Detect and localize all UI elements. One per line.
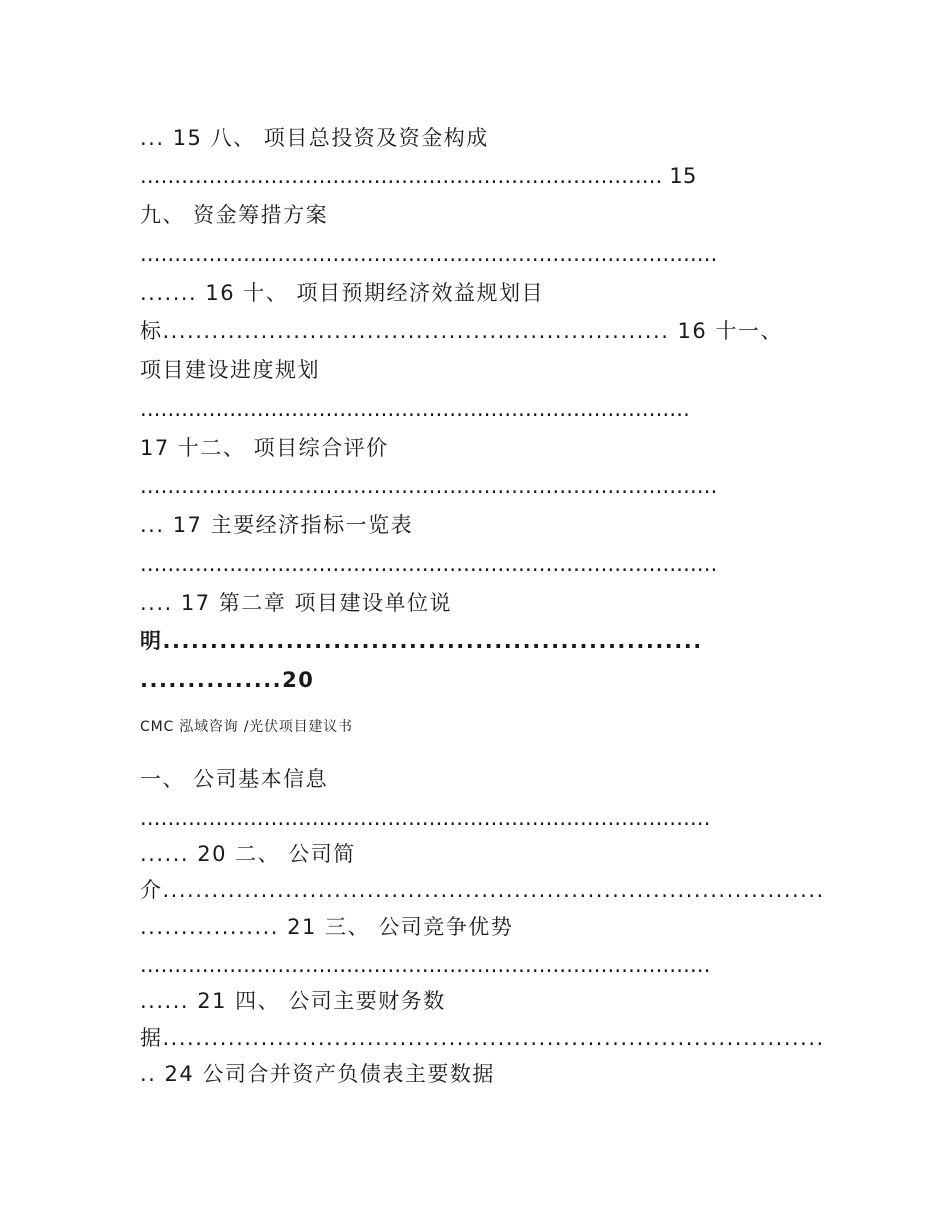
toc-line: ................................................................................ — [140, 397, 691, 421]
toc-line: 九、 资金筹措方案 — [140, 203, 329, 227]
toc-line: ................. 21 三、 公司竞争优势 — [140, 915, 514, 939]
toc-line: ....... 16 十、 项目预期经济效益规划目 — [140, 281, 544, 305]
toc-line: ............................................................................ 15 — [140, 164, 697, 188]
toc-line: .................................................................................... — [140, 242, 718, 266]
toc-line: ................................................................................... — [140, 806, 711, 830]
toc-line: .................................................................................... — [140, 474, 718, 498]
toc-line: ... 15 八、 项目总投资及资金构成 — [140, 126, 489, 150]
toc-line: .................................................................................... — [140, 552, 718, 576]
toc-line-bold: ...............20 — [140, 668, 315, 692]
toc-line: ... 17 主要经济指标一览表 — [140, 513, 414, 537]
toc-line: .. 24 公司合并资产负债表主要数据 — [140, 1062, 495, 1086]
toc-line: 项目建设进度规划 — [140, 358, 320, 382]
toc-line: ................................................................................... — [140, 953, 711, 977]
toc-line: 介................................................................................. — [140, 878, 825, 902]
toc-line: 17 十二、 项目综合评价 — [140, 436, 389, 460]
toc-line-bold: 明......................................................... — [140, 629, 703, 653]
toc-line: 据................................................................................. — [140, 1026, 825, 1050]
toc-line: 标.............................................................. 16 十一、 — [140, 319, 783, 343]
toc-line: ...... 20 二、 公司简 — [140, 842, 356, 866]
toc-line: ...... 21 四、 公司主要财务数 — [140, 989, 446, 1013]
toc-line: 一、 公司基本信息 — [140, 767, 329, 791]
toc-line: .... 17 第二章 项目建设单位说 — [140, 591, 452, 615]
running-header: CMC 泓域咨询 /光伏项目建议书 — [140, 719, 353, 735]
